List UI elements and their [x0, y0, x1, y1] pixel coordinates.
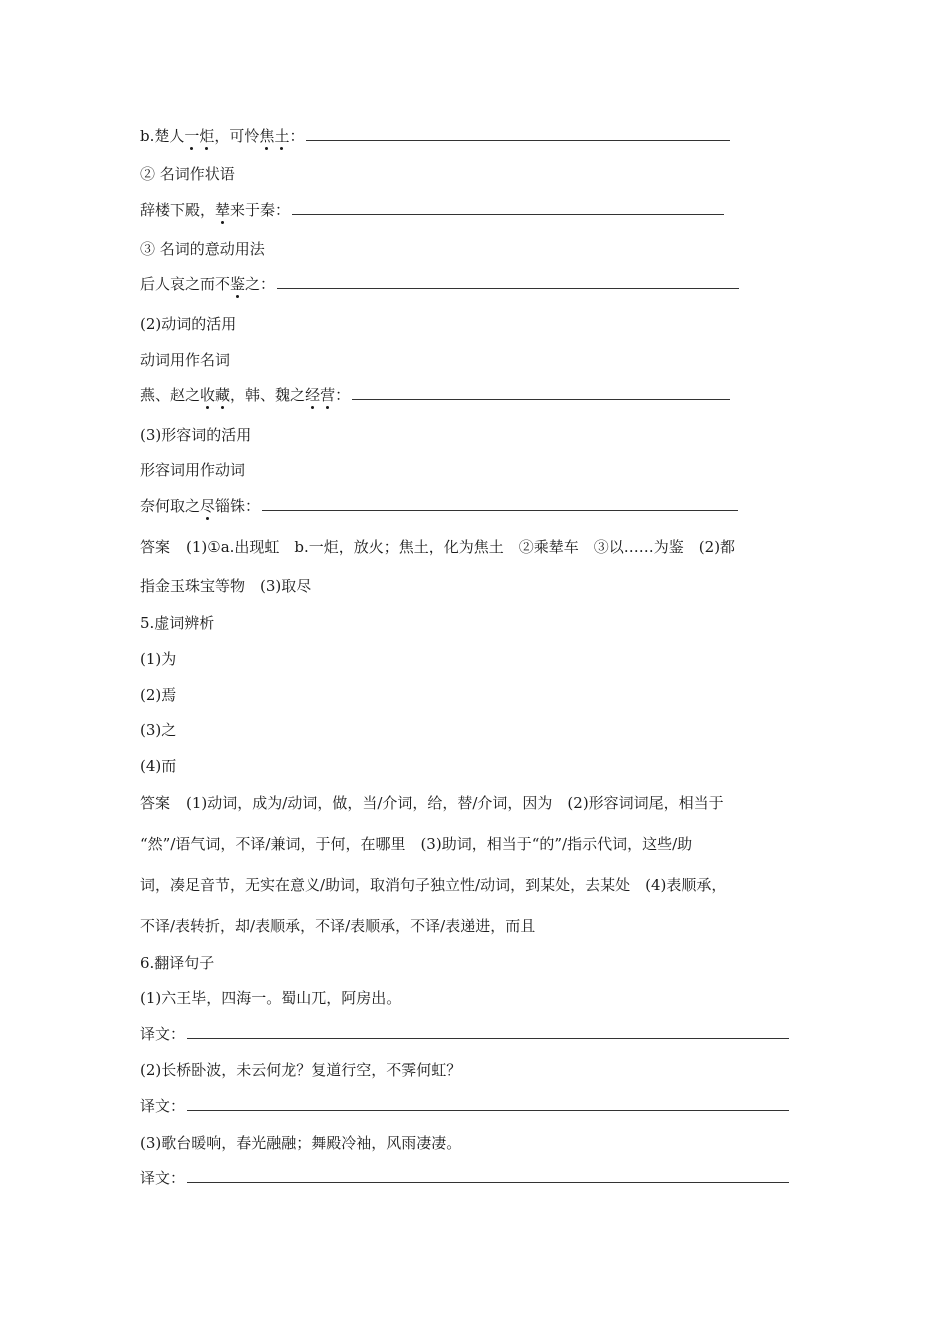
text: 后人哀之而不: [140, 275, 231, 293]
list-item: (2)焉: [140, 686, 177, 704]
sentence-noun-adverbial: [140, 200, 724, 220]
section-heading: ③ 名词的意动用法: [140, 240, 265, 258]
section-heading: ② 名词作状语: [140, 165, 235, 183]
translation-blank[interactable]: [187, 1168, 789, 1183]
text: b.楚人: [140, 127, 185, 145]
translation-label: 译文：: [140, 1097, 186, 1115]
emphasized-char: 经: [305, 386, 321, 404]
section-heading: (2)动词的活用: [140, 315, 237, 333]
translation-blank[interactable]: [187, 1096, 789, 1111]
exercise-title: 5.虚词辨析: [140, 614, 215, 632]
text: 锱铢：: [215, 497, 261, 515]
emphasized-char: 辇: [215, 201, 231, 219]
translation-sentence: (2)长桥卧波，未云何龙？复道行空，不霁何虹？: [140, 1061, 462, 1079]
list-item: (3)之: [140, 721, 177, 739]
emphasized-char: 收: [200, 386, 216, 404]
text: 之：: [245, 275, 276, 293]
subsection-heading: 动词用作名词: [140, 351, 231, 369]
answer-text: “然”/语气词，不译/兼词，于何，在哪里 (3)助词，相当于“的”/指示代词，这些/助: [140, 835, 693, 853]
answer-label: 答案: [140, 538, 171, 556]
translation-row: [140, 1024, 789, 1044]
sentence-adj-verb: [140, 496, 738, 516]
answer-blank[interactable]: [277, 274, 739, 289]
sentence-noun-putative: [140, 274, 739, 294]
list-item: (4)而: [140, 757, 177, 775]
translation-row: [140, 1096, 789, 1116]
answer-blank[interactable]: [262, 496, 738, 511]
translation-label: 译文：: [140, 1025, 186, 1043]
text: ：: [289, 127, 305, 145]
sentence-verb-nominal: [140, 385, 730, 405]
subsection-heading: 形容词用作动词: [140, 461, 246, 479]
answer-text: 指金玉珠宝等物 (3)取尽: [140, 577, 312, 595]
emphasized-char: 炬: [199, 127, 215, 145]
answer-text: (1)①a.出现虹 b.一炬，放火；焦土，化为焦土 ②乘辇车 ③以……为鉴 (2)都: [186, 538, 736, 556]
translation-sentence: (1)六王毕，四海一。蜀山兀，阿房出。: [140, 989, 402, 1007]
emphasized-char: 藏: [215, 386, 231, 404]
list-item: (1)为: [140, 650, 177, 668]
text: 辞楼下殿，: [140, 201, 216, 219]
translation-blank[interactable]: [187, 1024, 789, 1039]
text: ：: [335, 386, 351, 404]
section-heading: (3)形容词的活用: [140, 426, 252, 444]
answer-text: (1)动词，成为/动词，做，当/介词，给，替/介词，因为 (2)形容词词尾，相当于: [186, 794, 724, 812]
translation-sentence: (3)歌台暖响，春光融融；舞殿冷袖，风雨凄凄。: [140, 1134, 462, 1152]
translation-label: 译文：: [140, 1169, 186, 1187]
text: 奈何取之: [140, 497, 201, 515]
text: ，可怜: [214, 127, 260, 145]
emphasized-char: 一: [184, 127, 200, 145]
emphasized-char: 土: [274, 127, 290, 145]
emphasized-char: 鉴: [230, 275, 246, 293]
answer-label: 答案: [140, 794, 171, 812]
answer-blank[interactable]: [352, 385, 730, 400]
sentence-b: [140, 126, 730, 146]
answer-blank[interactable]: [306, 126, 730, 141]
answer-line: [140, 537, 735, 557]
text: 燕、赵之: [140, 386, 201, 404]
translation-row: [140, 1168, 789, 1188]
text: 来于秦：: [230, 201, 291, 219]
answer-text: 词，凑足音节，无实在意义/助词，取消句子独立性/动词，到某处，去某处 (4)表顺承，: [140, 876, 727, 894]
emphasized-char: 尽: [200, 497, 216, 515]
answer-line: [140, 793, 724, 813]
text: ，韩、魏之: [230, 386, 306, 404]
emphasized-char: 焦: [259, 127, 275, 145]
answer-blank[interactable]: [292, 200, 724, 215]
emphasized-char: 营: [320, 386, 336, 404]
answer-text: 不译/表转折，却/表顺承，不译/表顺承，不译/表递进，而且: [140, 917, 536, 935]
exercise-title: 6.翻译句子: [140, 954, 215, 972]
